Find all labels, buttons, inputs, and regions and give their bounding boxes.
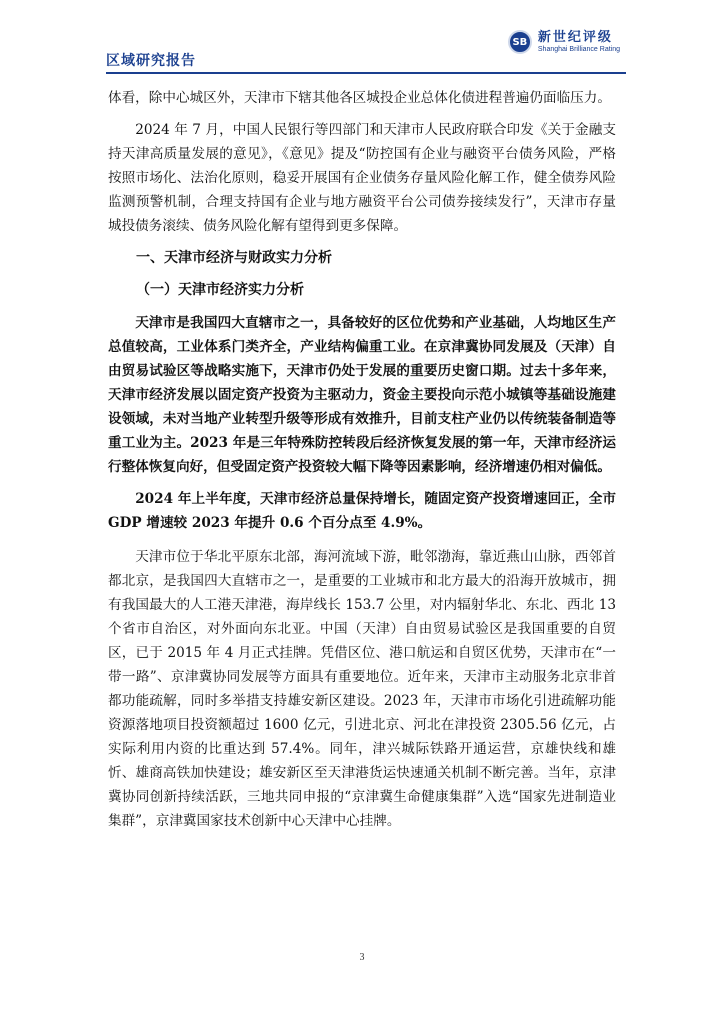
logo-name-cn: 新世纪评级 — [537, 30, 613, 45]
paragraph-key-summary: 天津市是我国四大直辖市之一，具备较好的区位优势和产业基础，人均地区生产总值较高，工业体系门类齐全，产业结构偏重工业。在京津冀协同发展及（天津）自由贸易试验区等战略实施下，天津市仍处于发展的重要历史窗口期。过去十多年来，天津市经济发展以固定资产投资为主驱动力，资金主要投向示范小城镇等基础设施建设领域，未对当地产业转型升级等形成有效推升，目前支柱产业仍以传统装备制造等重工业为主。2023 年是三年特殊防控转段后经济恢复发展的第一年，天津市经济运行整体恢复向好，但受固定资产投资较大幅下降等因素影响，经济增速仍相对偏低。 — [108, 315, 616, 475]
logo-text — [538, 30, 620, 54]
paragraph-location: 天津市位于华北平原东北部，海河流域下游，毗邻渤海，靠近燕山山脉，西邻首都北京，是我国四大直辖市之一，是重要的工业城市和北方最大的沿海开放城市，拥有我国最大的人工港天津港，海岸线长 153.7 公里，对内辐射华北、东北、西北 13 个省市自治区，对外面向东北亚。中国（天津）自由贸易试验区是我国重要的自贸区，已于 2015 年 4 月正式挂牌。凭借区位、港口航运和自贸区优势，天津市在“一带一路”、京津冀协同发展等方面具有重要地位。近年来，天津市主动服务北京非首都功能疏解，同时多举措支持雄安新区建设。2023 年，天津市市场化引进疏解功能资源落地项目投资额超过 1600 亿元，引进北京、河北在津投资 2305.56 亿元，占实际利用内资的比重达到 57.4%。同年，津兴城际铁路开通运营，京雄快线和雄忻、雄商高铁加快建设；雄安新区至天津港货运快速通关机制不断完善。当年，京津冀协同创新持续活跃，三地共同申报的“京津冀生命健康集群”入选“国家先进制造业集群”，京津冀国家技术创新中心天津中心挂牌。 — [108, 549, 616, 829]
section-heading: 一、天津市经济与财政实力分析 — [136, 250, 332, 266]
header-divider — [106, 72, 626, 74]
subsection-heading: （一）天津市经济实力分析 — [136, 282, 304, 298]
logo-emblem-icon: SB — [508, 30, 532, 54]
paragraph-gdp-highlight: 2024 年上半年度，天津市经济总量保持增长，随固定资产投资增速回正，全市 GDP 增速较 2023 年提升 0.6 个百分点至 4.9%。 — [108, 491, 616, 531]
paragraph-continuation: 体看，除中心城区外，天津市下辖其他各区城投企业总体化债进程普遍仍面临压力。 — [108, 90, 611, 106]
page-number: 3 — [359, 952, 365, 963]
report-category-label: 区域研究报告 — [106, 53, 196, 69]
paragraph-policy: 2024 年 7 月，中国人民银行等四部门和天津市人民政府联合印发《关于金融支持天津高质量发展的意见》，《意见》提及“防控国有企业与融资平台债务风险，严格按照市场化、法治化原则，稳妥开展国有企业债务存量风险化解工作，健全债券风险监测预警机制，合理支持国有企业与地方融资平台公司债券接续发行”，天津市存量城投债务滚续、债务风险化解有望得到更多保障。 — [108, 122, 616, 234]
company-logo — [508, 30, 620, 54]
logo-name-en: Shanghai Brilliance Rating — [537, 46, 620, 53]
report-body — [108, 86, 616, 833]
page-header — [106, 26, 626, 74]
